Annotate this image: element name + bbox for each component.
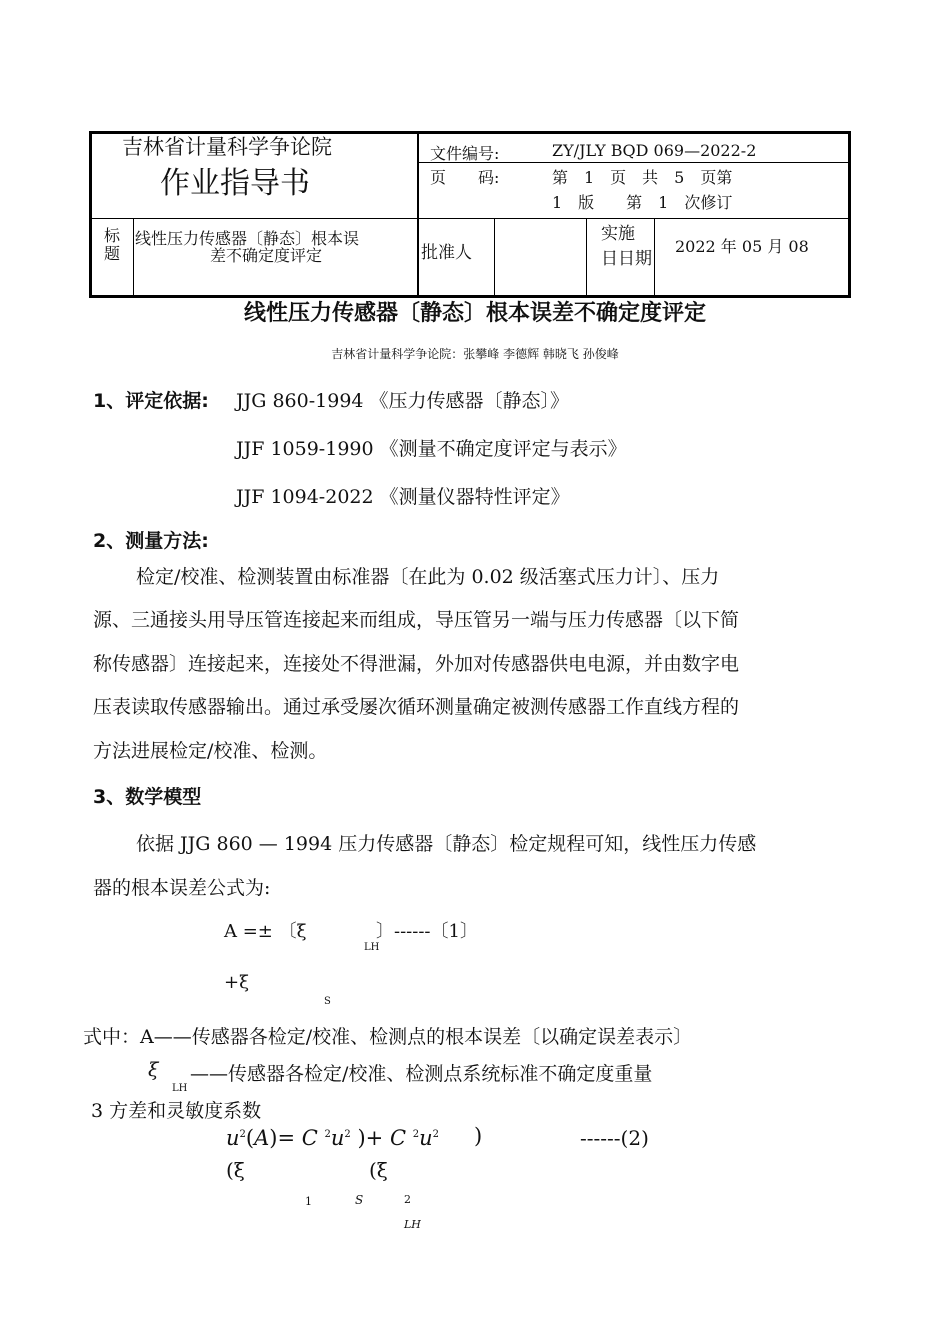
paragraph-line: 称传感器〕连接起来，连接处不得泄漏，外加对传感器供电电源，并由数字电 (93, 653, 740, 675)
formula-2-symbol: C (389, 1126, 407, 1150)
formula-2-exponent: 2 (412, 1129, 420, 1140)
approver-label: 批准人 (421, 243, 472, 263)
section-heading: 3、数学模型 (93, 786, 202, 808)
subject-text: 线性压力传感器〔静态〕根本误 (135, 229, 360, 248)
page-value: 第 1 页 共 5 页第 (552, 168, 733, 187)
formula-2-subscript: S (355, 1193, 364, 1207)
file-no-label: 文件编号: (430, 144, 500, 163)
reference: JJG 860-1994 《压力传感器〔静态〕》 (236, 390, 570, 412)
formula-2-symbol: u (330, 1126, 345, 1150)
formula-2-symbol: )= (269, 1126, 302, 1150)
paragraph-line: 源、三通接头用导压管连接起来而组成，导压管另一端与压力传感器〔以下简 (93, 609, 740, 631)
formula-1: A =± 〔ξ (224, 921, 307, 942)
formula-2 (226, 1126, 439, 1150)
page-label: 页 码: (430, 168, 500, 187)
reference: JJF 1094-2022 《测量仪器特性评定》 (236, 486, 570, 508)
formula-2-exponent: 2 (239, 1129, 246, 1140)
paragraph-line: 依据 JJG 860 — 1994 压力传感器〔静态〕检定规程可知，线性压力传感 (136, 833, 757, 855)
where-line: 式中：A——传感器各检定/校准、检测点的根本误差〔以确定误差表示〕 (83, 1026, 693, 1048)
section-heading: 1、评定依据: (93, 390, 209, 412)
impl-date-value: 2022 年 05 月 08 (675, 237, 809, 256)
table-divider (133, 218, 134, 298)
file-no-value: ZY/JLY BQD 069—2022-2 (552, 141, 757, 160)
page-title: 线性压力传感器〔静态〕根本误差不确定度评定 (243, 301, 706, 326)
formula-2-tag-dashes: ------( (580, 1126, 629, 1150)
formula-2-subscript: 1 (305, 1195, 312, 1208)
formula-2-exponent: 2 (344, 1129, 351, 1140)
table-divider (417, 134, 419, 298)
formula-2-symbol: A (254, 1126, 270, 1150)
formula-2-exponent: 2 (432, 1129, 439, 1140)
formula-1-subscript: LH (364, 942, 380, 953)
formula-2-symbol: u (419, 1126, 433, 1150)
formula-1-term: +ξ (224, 972, 249, 993)
formula-2-symbol: ( (245, 1126, 255, 1150)
paragraph-line: 压表读取传感器输出。通过承受屡次循环测量确定被测传感器工作直线方程的 (93, 696, 740, 718)
subject-text: 差不确定度评定 (210, 246, 323, 265)
formula-2-subscript: 2 (404, 1193, 411, 1206)
formula-2-tag-number: 2) (628, 1126, 649, 1150)
table-divider (92, 218, 851, 219)
authors: 吉林省计量科学争论院：张攀峰 李德辉 韩晓飞 孙俊峰 (331, 347, 619, 361)
impl-date-label: 日日期 (601, 249, 652, 269)
subject-label: 题 (104, 244, 121, 263)
edition-value: 1 版 第 1 次修订 (552, 193, 733, 212)
institute-name: 吉林省计量科学争论院 (122, 135, 332, 159)
subsection-heading: 3 方差和灵敏度系数 (91, 1100, 262, 1122)
table-divider (494, 218, 495, 298)
formula-2-subscript: LH (404, 1218, 421, 1231)
formula-2-row2: (ξ (226, 1158, 245, 1182)
reference: JJF 1059-1990 《测量不确定度评定与表示》 (236, 438, 627, 460)
subject-label: 标 (104, 226, 121, 245)
paragraph-line: 器的根本误差公式为: (93, 877, 271, 899)
table-divider (586, 218, 587, 298)
paragraph-line: 检定/校准、检测装置由标准器〔在此为 0.02 级活塞式压力计〕、压力 (136, 566, 720, 588)
formula-2-symbol: C (301, 1126, 318, 1150)
xi-subscript: LH (172, 1083, 188, 1094)
formula-2-symbol: ) (474, 1124, 483, 1148)
paragraph-line: 方法进展检定/校准、检测。 (93, 740, 328, 762)
xi-symbol: ξ (148, 1059, 159, 1081)
impl-date-label: 实施 (601, 224, 635, 244)
header-table (89, 131, 851, 298)
formula-2-exponent: 2 (324, 1129, 331, 1140)
table-divider (654, 218, 655, 298)
xi-description: ——传感器各检定/校准、检测点系统标准不确定度重量 (190, 1063, 653, 1085)
formula-2-symbol: u (226, 1126, 240, 1150)
formula-2-tag (580, 1126, 649, 1150)
formula-2-symbol: )+ (357, 1126, 390, 1150)
formula-2-row2: (ξ (369, 1158, 388, 1182)
section-heading: 2、测量方法: (93, 530, 209, 552)
formula-1-subscript: S (324, 996, 331, 1007)
doc-type: 作业指导书 (160, 166, 310, 201)
formula-1-tag: 〕------〔1〕 (376, 921, 478, 942)
